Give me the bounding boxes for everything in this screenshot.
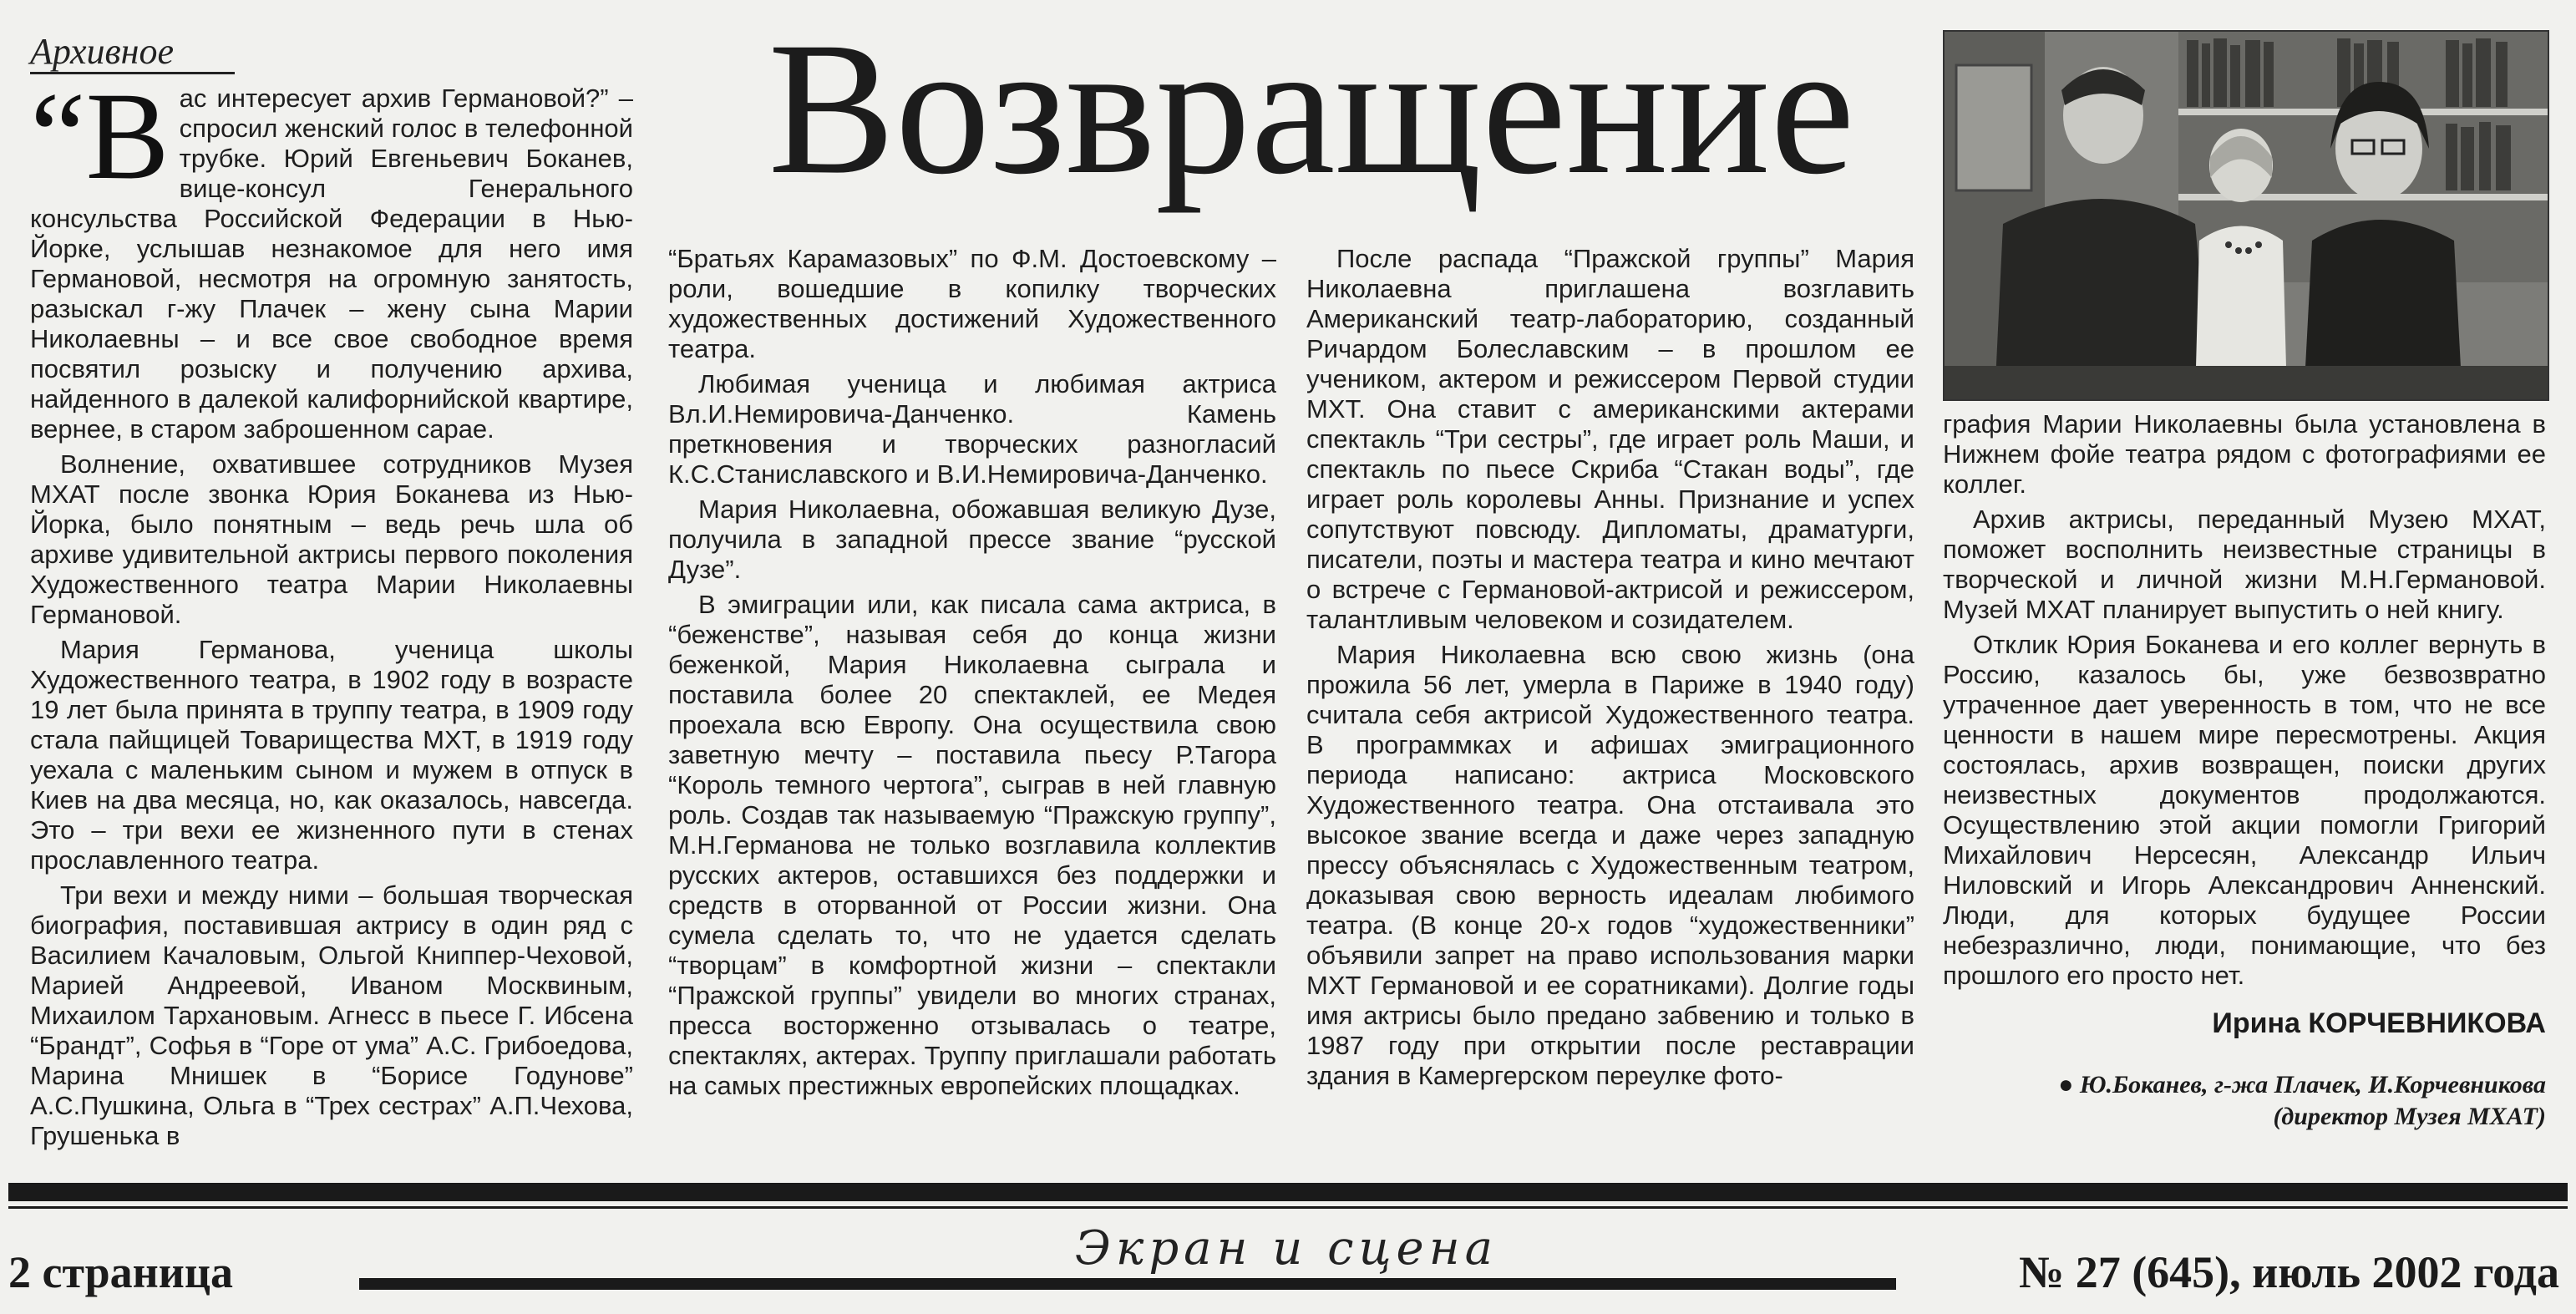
bullet-icon: ●: [2058, 1071, 2074, 1098]
paragraph: Три вехи и между ними – большая творческая биография, поставившая актрису в один ряд с Василием Качаловым, Ольгой Книппер-Чеховой, Марией Андреевой, Иваном Москвиным, Михаилом Тархановым. Агнесс в пьесе Г. Ибсена “Брандт”, Софья в “Горе от ума” А.С. Грибоедова, Марина Мнишек в “Борисе Годунове” А.С.Пушкина, Ольга в “Трех сестрах” А.П.Чехова, Грушенька в: [30, 880, 633, 1150]
paragraph: Мария Николаевна, обожавшая великую Дузе, получила в западной прессе звание “русской Дузе”.: [668, 495, 1276, 584]
column-4: [1943, 409, 2546, 996]
rubric-label: Архивное: [30, 31, 174, 72]
paragraph: В эмиграции или, как писала сама актриса, в “беженстве”, называя себя до конца жизни беженкой, Мария Николаевна сыграла и поставила более 20 спектаклей, ее Медея проехала всю Европу. Она осуществила свою заветную мечту – поставила пьесу Р.Тагора “Король темного чертога”, сыграв в ней главную роль. Создав так называемую “Пражскую группу”, М.Н.Германова не только возглавила коллектив русских актеров, оставшихся без поддержки и средств в оторванной от России жизни. Она сумела сделать то, что не удается сделать “творцам” в комфортной жизни – спектакли “Пражской группы” увидели во многих странах, пресса восторженно отзывалась о театре, спектаклях, актерах. Труппу приглашали работать на самых престижных европейских площадках.: [668, 590, 1276, 1100]
paragraph: ас интересует архив Германовой?” – спросил женский голос в телефонной трубке. Юрий Евгеньевич Боканев, вице-консул Генерального консульства Российской Федерации в Нью-Йорке, услышав незнакомое для него имя Германовой, несмотря на огромную занятость, разыскал г-жу Плачек – жену сына Марии Николаевны – и все свое свободное время посвятил розыску и получению архива, найденного в далекой калифорнийской квартире, вернее, в старом заброшенном сарае.: [30, 84, 633, 444]
footer-divider-thin: [8, 1206, 2568, 1209]
paragraph: После распада “Пражской группы” Мария Николаевна приглашена возглавить Американский театр-лабораторию, созданный Ричардом Болеславским – в прошлом ее учеником, актером и режиссером Первой студии МХТ. Она ставит с американскими актерами спектакль “Три сестры”, где играет роль Маши, и спектакль по пьесе Скриба “Стакан воды”, где играет роль королевы Анны. Признание и успех сопутствуют повсюду. Дипломаты, драматурги, писатели, поэты и мастера театра и кино мечтают о встрече с Германовой-актрисой и режиссером, талантливым человеком и созидателем.: [1306, 244, 1914, 634]
footer-divider-thick: [8, 1183, 2568, 1201]
drop-cap: “В: [30, 67, 170, 205]
column-2: [668, 244, 1276, 1106]
article-photo: [1943, 30, 2549, 401]
caption-line-1: Ю.Боканев, г-жа Плачек, И.Корчевникова: [2079, 1071, 2546, 1098]
footer-band: [359, 1278, 1896, 1290]
column-1: [30, 67, 633, 1156]
paragraph: Любимая ученица и любимая актриса Вл.И.Немировича-Данченко. Камень преткновения и творческих разногласий К.С.Станиславского и В.И.Немировича-Данченко.: [668, 369, 1276, 489]
caption-line-2: (директор Музея МХАТ): [2273, 1103, 2546, 1130]
paragraph: Волнение, охватившее сотрудников Музея МХАТ после звонка Юрия Боканева из Нью-Йорка, было понятным – ведь речь шла об архиве удивительной актрисы первого поколения Художественного театра Марии Николаевны Германовой.: [30, 449, 633, 629]
paragraph: Отклик Юрия Боканева и его коллег вернуть в Россию, казалось бы, уже безвозвратно утраченное дает уверенность в том, что не все ценности в нашем мире пересмотрены. Акция состоялась, архив возвращен, поиски других неизвестных документов продолжаются. Осуществлению этой акции помогли Григорий Михайлович Нерсесян, Александр Ильич Ниловский и Игорь Александрович Анненский. Люди, для которых будущее России небезразлично, люди, понимающие, что без прошлого его просто нет.: [1943, 630, 2546, 990]
article-headline: Возвращение: [768, 3, 1855, 214]
photo-caption: [1943, 1069, 2546, 1133]
paragraph: “Братьях Карамазовых” по Ф.М. Достоевскому – роли, вошедшие в копилку творческих художественных достижений Художественного театра.: [668, 244, 1276, 363]
page-number-text: 2 страница: [8, 1247, 245, 1297]
paragraph: Архив актрисы, переданный Музею МХАТ, поможет восполнить неизвестные страницы в творческой и личной жизни М.Н.Германовой. Музей МХАТ планирует выпустить о ней книгу.: [1943, 505, 2546, 624]
paragraph: Мария Германова, ученица школы Художественного театра, в 1902 году в возрасте 19 лет была принята в труппу театра, в 1909 году стала пайщицей Товарищества МХТ, в 1919 году уехала с маленьким сыном и мужем в отпуск в Киев на два месяца, но, как оказалось, навсегда. Это – три вехи ее жизненного пути в стенах прославленного театра.: [30, 635, 633, 875]
masthead-script: [919, 1221, 1654, 1276]
masthead-text: Экран и сцена: [1067, 1221, 1506, 1276]
photo-illustration: [1945, 32, 2548, 399]
column-3: [1306, 244, 1914, 1096]
issue-info: [2007, 1246, 2559, 1298]
paragraph: Мария Николаевна всю свою жизнь (она прожила 56 лет, умерла в Париже в 1940 году) считала себя актрисой Художественного театра. В программках и афишах эмиграционного периода написано: актриса Московского Художественного театра. Она отстаивала это высокое звание всегда и даже через западную прессу объяснялась с Художественным театром, доказывая свою верность идеалам любимого театра. (В конце 20-х годов “художественники” объявили запрет на право использования марки МХТ Германовой и ее соратниками). Долгие годы имя актрисы было предано забвению и только в 1987 году при открытии после реставрации здания в Камергерском переулке фото-: [1306, 640, 1914, 1090]
author-signature: Ирина КОРЧЕВНИКОВА: [2212, 1007, 2546, 1039]
page-number: [8, 1246, 245, 1298]
paragraph: графия Марии Николаевны была установлена в Нижнем фойе театра рядом с фотографиями ее коллег.: [1943, 409, 2546, 499]
issue-info-text: № 27 (645), июль 2002 года: [2007, 1247, 2559, 1297]
